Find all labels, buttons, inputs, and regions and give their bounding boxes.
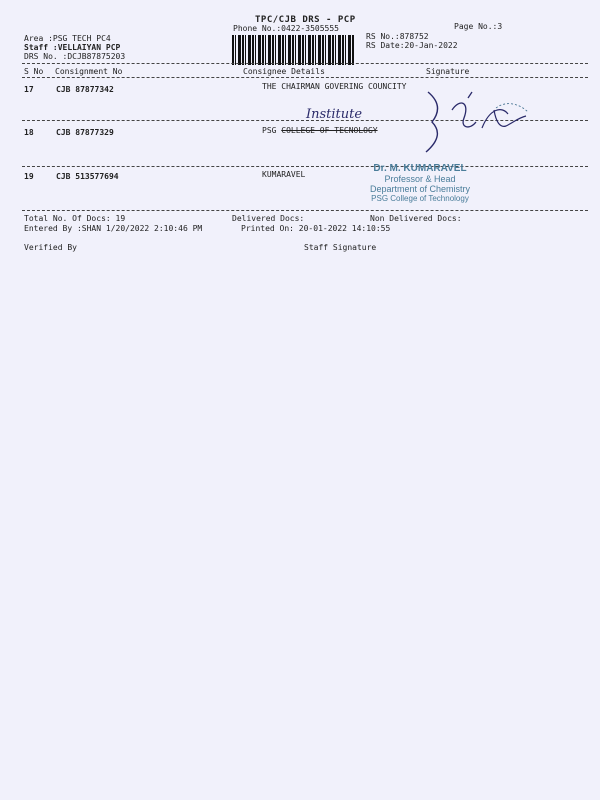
row-sno: 19: [24, 172, 34, 181]
delivered-docs: Delivered Docs:: [232, 214, 305, 223]
divider: [22, 166, 588, 167]
row-consignment-no: CJB 87877329: [56, 128, 114, 137]
column-header-consignment: Consignment No: [55, 67, 123, 76]
divider: [22, 63, 588, 64]
row-consignment-no: CJB 513577694: [56, 172, 119, 181]
page-number: Page No.:3: [454, 22, 503, 31]
handwritten-signature: [410, 88, 540, 158]
document-title: TPC/CJB DRS - PCP: [255, 15, 356, 25]
row-consignee: KUMARAVEL: [262, 170, 306, 179]
drs-number: DRS No. :DCJB87875203: [24, 52, 126, 61]
staff-label: Staff :VELLAIYAN PCP: [24, 43, 121, 52]
row-consignee: THE CHAIRMAN GOVERING COUNCITY: [262, 82, 407, 91]
stamp-institution: PSG College of Technology: [371, 194, 469, 203]
consignee-prefix: PSG: [262, 126, 282, 135]
row-consignee: [262, 126, 378, 136]
official-stamp: [350, 163, 490, 204]
handwritten-correction: Institute: [306, 107, 363, 122]
column-header-consignee: Consignee Details: [243, 67, 325, 76]
barcode: [232, 35, 354, 65]
phone-number: Phone No.:0422-3505555: [233, 24, 339, 33]
total-docs: Total No. Of Docs: 19: [24, 214, 126, 223]
consignee-struck-text: COLLEGE OF TECNOLOGY: [281, 126, 378, 135]
rs-number: RS No.:878752: [366, 32, 429, 41]
stamp-title: Professor & Head: [384, 174, 456, 184]
divider: [22, 77, 588, 78]
row-sno: 17: [24, 85, 34, 94]
area-label: Area :PSG TECH PC4: [24, 34, 111, 43]
row-consignment-no: CJB 87877342: [56, 85, 114, 94]
stamp-name: Dr. M. KUMARAVEL: [373, 163, 467, 174]
staff-signature-label: Staff Signature: [304, 243, 377, 252]
column-header-sno: S No: [24, 67, 44, 76]
row-sno: 18: [24, 128, 34, 137]
stamp-department: Department of Chemistry: [369, 184, 471, 194]
divider: [22, 210, 588, 211]
printed-on: Printed On: 20-01-2022 14:10:55: [241, 224, 391, 233]
entered-by: Entered By :SHAN 1/20/2022 2:10:46 PM: [24, 224, 203, 233]
column-header-signature: Signature: [426, 67, 470, 76]
verified-by-label: Verified By: [24, 243, 77, 252]
non-delivered-docs: Non Delivered Docs:: [370, 214, 462, 223]
rs-date: RS Date:20-Jan-2022: [366, 41, 458, 50]
